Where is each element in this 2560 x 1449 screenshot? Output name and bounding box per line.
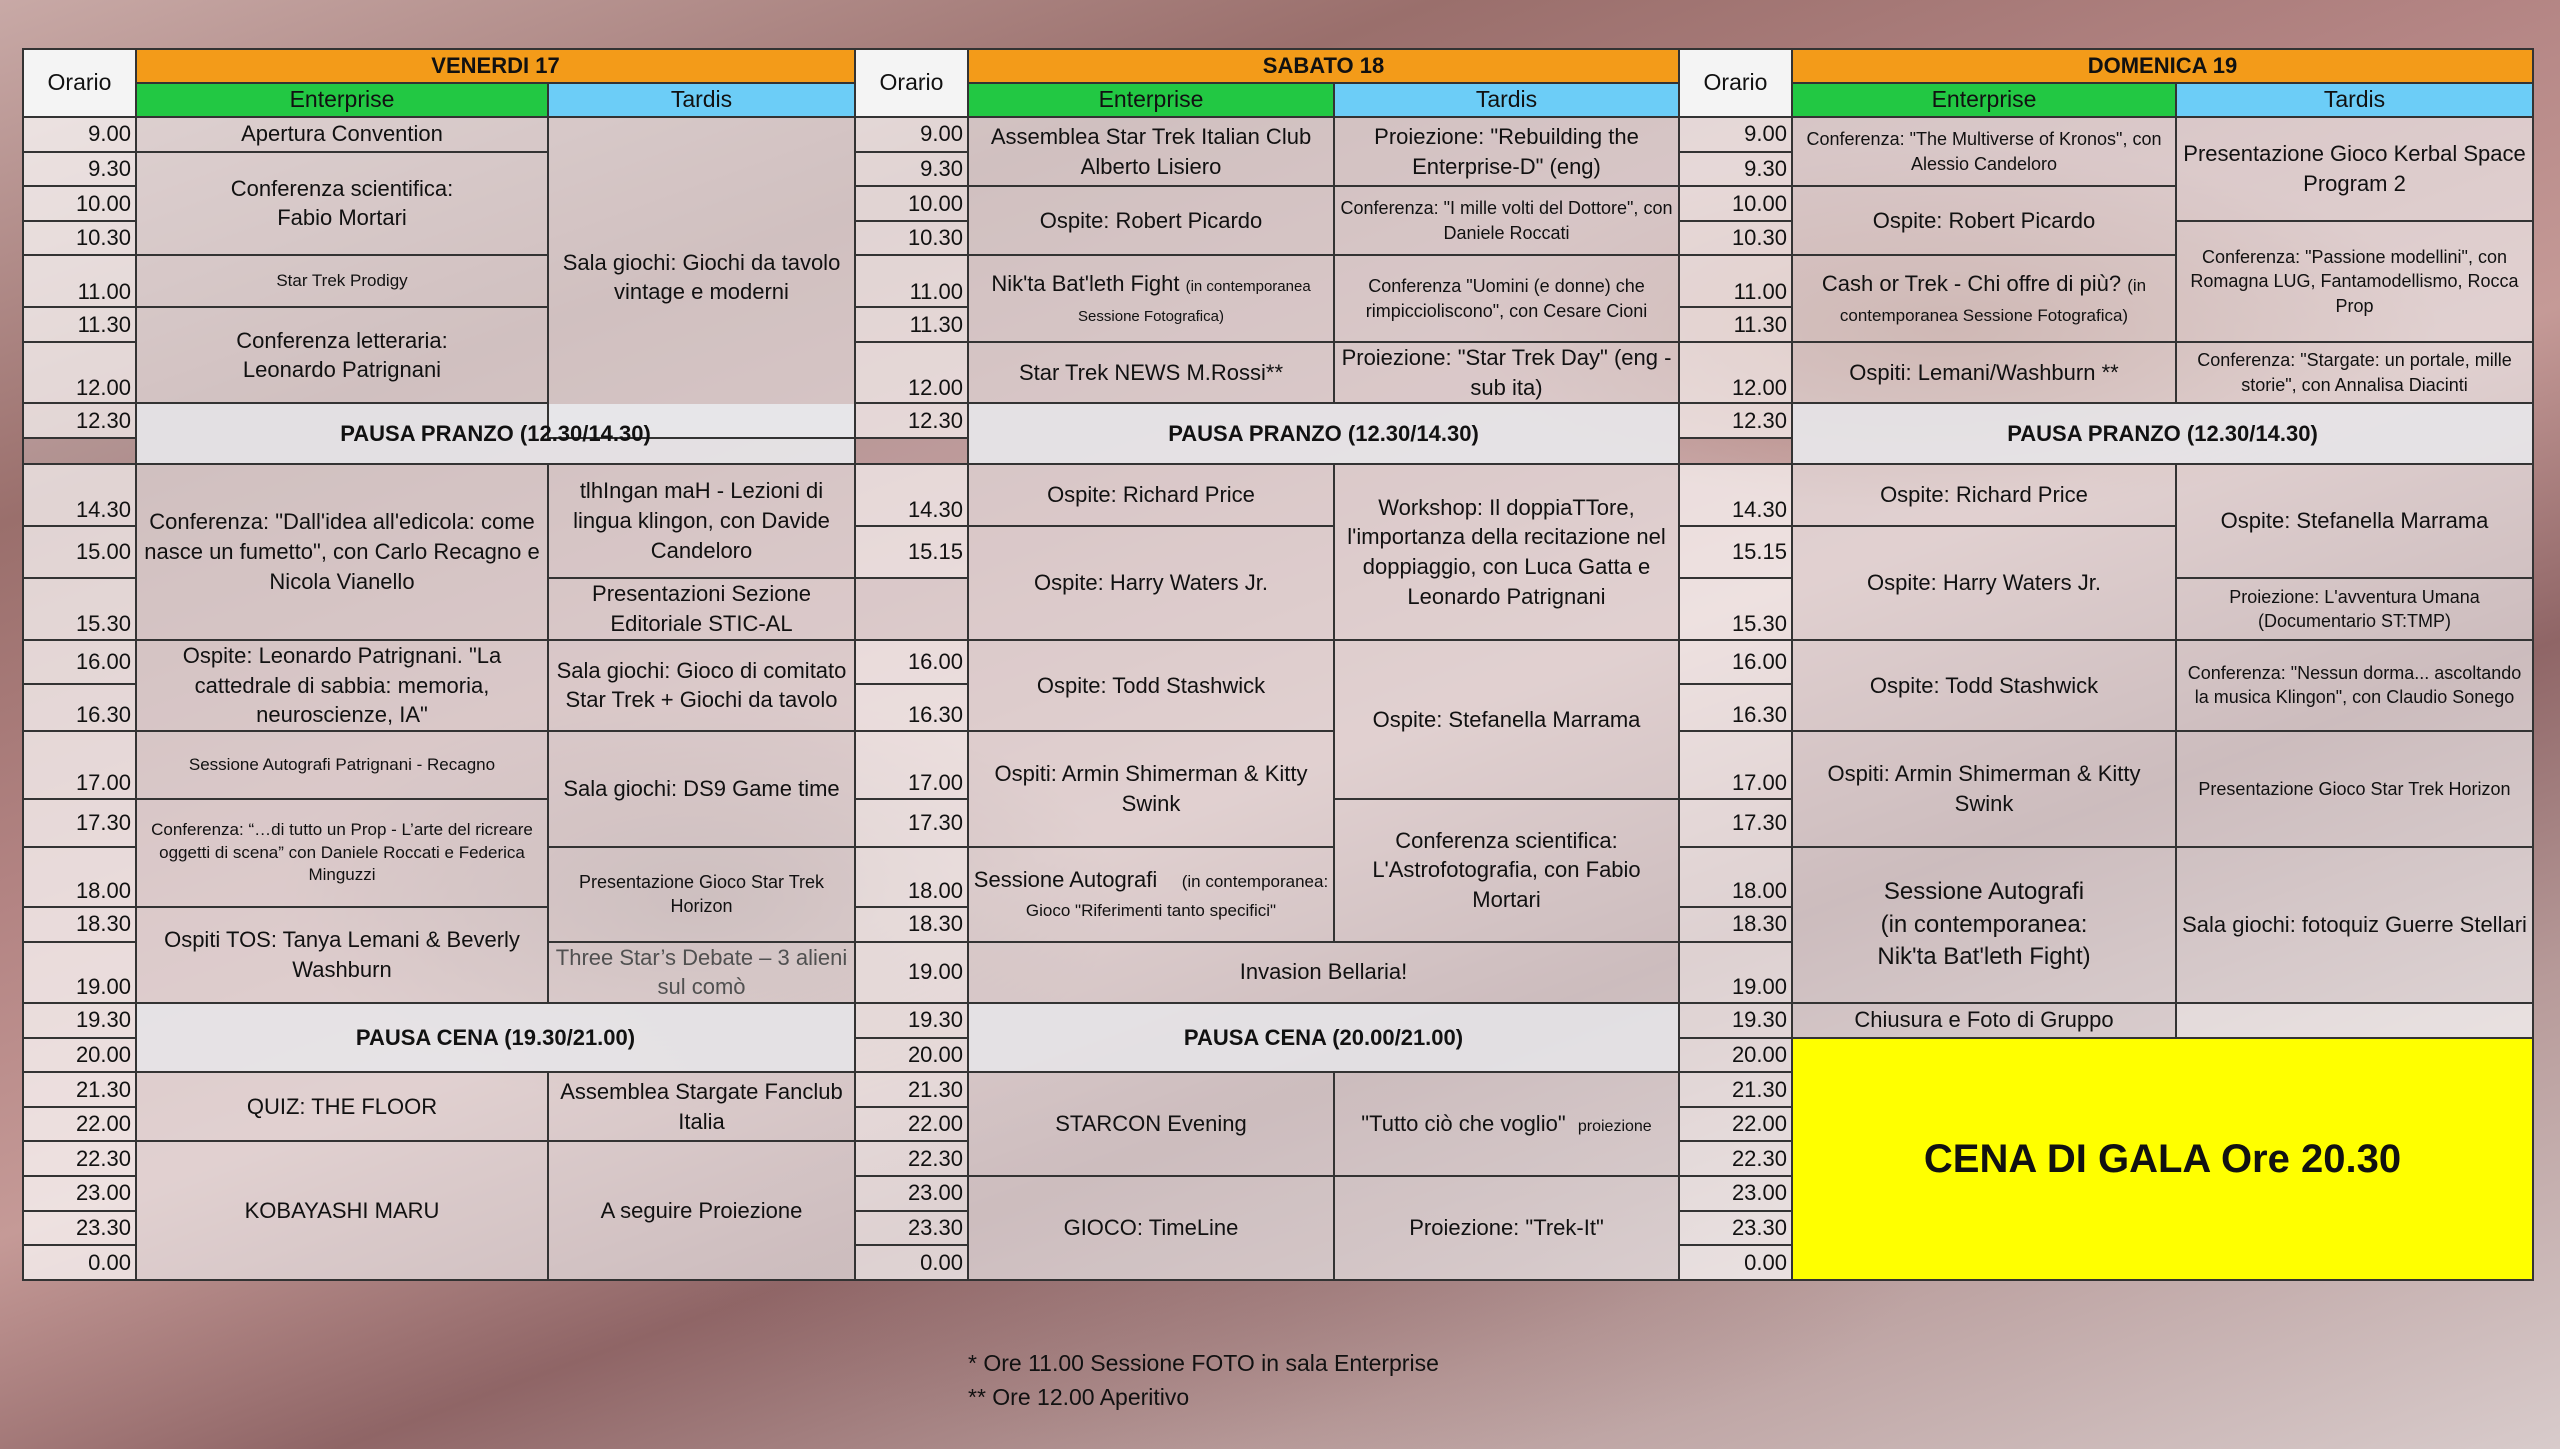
time-cell: 9.00 <box>23 117 136 152</box>
empty-cell <box>2176 1003 2533 1038</box>
event-cell: Sessione Autografi Patrignani - Recagno <box>136 731 548 799</box>
orario-header: Orario <box>855 49 968 117</box>
time-cell: 12.30 <box>23 403 136 438</box>
event-title: Nik'ta Bat'leth Fight <box>991 270 1180 296</box>
time-cell: 16.30 <box>855 684 968 731</box>
event-cell: Ospiti: Lemani/Washburn ** <box>1792 342 2176 403</box>
time-cell: 23.00 <box>1679 1176 1792 1211</box>
event-note: (in contemporanea Sessione Fotografica) <box>1839 275 2147 325</box>
time-cell: 19.00 <box>1679 942 1792 1003</box>
event-cell: Workshop: Il doppiaTTore, l'importanza della recitazione nel doppiaggio, con Luca Gatta e Leonardo Patrignani <box>1334 464 1679 640</box>
day-header-sabato: SABATO 18 <box>968 49 1679 83</box>
time-cell: 15.15 <box>855 526 968 578</box>
event-cell: Ospite: Harry Waters Jr. <box>968 526 1334 640</box>
time-cell: 0.00 <box>855 1245 968 1280</box>
room-tardis: Tardis <box>548 83 855 117</box>
time-cell <box>1679 438 1792 464</box>
time-cell: 22.00 <box>855 1107 968 1142</box>
time-cell: 10.00 <box>1679 186 1792 221</box>
event-cell: Presentazione Gioco Star Trek Horizon <box>548 847 855 942</box>
event-cell: Conferenza: "Nessun dorma... ascoltando la musica Klingon", con Claudio Sonego <box>2176 640 2533 731</box>
time-cell: 14.30 <box>23 464 136 526</box>
event-cell: Ospite: Todd Stashwick <box>1792 640 2176 731</box>
time-cell <box>855 578 968 640</box>
room-enterprise: Enterprise <box>1792 83 2176 117</box>
footnote-photo-session: * Ore 11.00 Sessione FOTO in sala Enterprise <box>968 1350 1439 1376</box>
event-cell <box>1334 1072 1679 1176</box>
time-cell: 18.00 <box>23 847 136 907</box>
event-cell <box>968 847 1334 942</box>
event-cell: Sessione Autografi (in contemporanea: Nik'ta Bat'leth Fight) <box>1792 847 2176 1003</box>
room-tardis: Tardis <box>1334 83 1679 117</box>
event-cell <box>968 255 1334 342</box>
event-cell: Sala giochi: Giochi da tavolo vintage e moderni <box>548 117 855 438</box>
day-header-domenica: DOMENICA 19 <box>1792 49 2533 83</box>
event-cell: Conferenza "Uomini (e donne) che rimpicciolisc​ono", con Cesare Cioni <box>1334 255 1679 342</box>
event-cell: Proiezione: L'avventura Umana (Documentario ST:TMP) <box>2176 578 2533 640</box>
time-cell: 16.30 <box>1679 684 1792 731</box>
time-cell: 17.30 <box>855 799 968 847</box>
time-cell: 21.30 <box>855 1072 968 1107</box>
event-cell: Star Trek Prodigy <box>136 255 548 307</box>
time-cell: 17.00 <box>1679 731 1792 799</box>
dinner-break: PAUSA CENA (19.30/21.00) <box>136 1003 855 1072</box>
time-cell: 20.00 <box>1679 1038 1792 1073</box>
time-cell: 9.00 <box>1679 117 1792 152</box>
event-note: (in contemporanea Sessione Fotografica) <box>1078 277 1311 325</box>
event-cell: Conferenza scientifica: Fabio Mortari <box>136 152 548 256</box>
time-cell: 11.00 <box>855 255 968 307</box>
event-cell: Star Trek NEWS M.Rossi** <box>968 342 1334 403</box>
event-cell: Conferenza scientifica: L'Astrofotografia, con Fabio Mortari <box>1334 799 1679 942</box>
event-cell: Assemblea Star Trek Italian Club Alberto Lisiero <box>968 117 1334 186</box>
event-cell: Conferenza: “…di tutto un Prop - L’arte del ricreare oggetti di scena” con Daniele Roccati e Federica Minguzzi <box>136 799 548 907</box>
time-cell: 18.30 <box>1679 907 1792 942</box>
event-cell: Presentazioni Sezione Editoriale STIC-AL <box>548 578 855 640</box>
time-cell: 15.00 <box>23 526 136 578</box>
event-cell: A seguire Proiezione <box>548 1141 855 1279</box>
event-cell: Apertura Convention <box>136 117 548 152</box>
time-cell: 10.30 <box>23 221 136 256</box>
event-cell: Proiezione: "Trek-It" <box>1334 1176 1679 1280</box>
event-note: proiezione <box>1577 1118 1652 1136</box>
time-cell: 12.30 <box>855 403 968 438</box>
time-cell: 9.30 <box>1679 152 1792 187</box>
event-cell: GIOCO: TimeLine <box>968 1176 1334 1280</box>
event-cell: STARCON Evening <box>968 1072 1334 1176</box>
gala-dinner: CENA DI GALA Ore 20.30 <box>1792 1038 2533 1280</box>
time-cell: 11.30 <box>855 307 968 342</box>
event-cell: Ospite: Todd Stashwick <box>968 640 1334 731</box>
time-cell: 18.00 <box>1679 847 1792 907</box>
time-cell: 23.30 <box>855 1211 968 1246</box>
time-cell: 18.30 <box>855 907 968 942</box>
event-cell: Conferenza: "The Multiverse of Kronos", con Alessio Candeloro <box>1792 117 2176 186</box>
time-cell: 17.00 <box>23 731 136 799</box>
time-cell: 10.30 <box>855 221 968 256</box>
event-cell: Ospite: Robert Picardo <box>968 186 1334 255</box>
time-cell: 11.30 <box>23 307 136 342</box>
orario-header: Orario <box>1679 49 1792 117</box>
time-cell: 23.00 <box>855 1176 968 1211</box>
event-cell: KOBAYASHI MARU <box>136 1141 548 1279</box>
time-cell: 0.00 <box>1679 1245 1792 1280</box>
event-cell: Conferenza: "Dall'idea all'edicola: come nasce un fumetto", con Carlo Recagno e Nicola Vianello <box>136 464 548 640</box>
time-cell: 15.30 <box>1679 578 1792 640</box>
lunch-break: PAUSA PRANZO (12.30/14.30) <box>136 403 855 464</box>
event-cell: Sala giochi: fotoquiz Guerre Stellari <box>2176 847 2533 1003</box>
time-cell: 23.00 <box>23 1176 136 1211</box>
time-cell: 17.00 <box>855 731 968 799</box>
event-note: (in contemporanea: Gioco "Riferimenti tanto specifici" <box>1025 871 1329 921</box>
time-cell: 16.00 <box>855 640 968 684</box>
time-cell: 19.30 <box>855 1003 968 1038</box>
time-cell: 19.00 <box>23 942 136 1003</box>
event-cell: Conferenza: "Stargate: un portale, mille storie", con Annalisa Diacinti <box>2176 342 2533 403</box>
time-cell <box>23 438 136 464</box>
time-cell: 22.00 <box>1679 1107 1792 1142</box>
time-cell: 12.00 <box>23 342 136 403</box>
event-cell: Ospiti: Armin Shimerman & Kitty Swink <box>968 731 1334 847</box>
event-cell: Ospiti: Armin Shimerman & Kitty Swink <box>1792 731 2176 847</box>
event-cell: Ospite: Stefanella Marrama <box>1334 640 1679 799</box>
room-enterprise: Enterprise <box>968 83 1334 117</box>
time-cell: 12.00 <box>855 342 968 403</box>
event-cell: Chiusura e Foto di Gruppo <box>1792 1003 2176 1038</box>
event-cell: Invasion Bellaria! <box>968 942 1679 1003</box>
time-cell: 19.30 <box>23 1003 136 1038</box>
time-cell: 10.30 <box>1679 221 1792 256</box>
event-cell: Ospite: Leonardo Patrignani. "La cattedrale di sabbia: memoria, neuroscienze, IA" <box>136 640 548 731</box>
event-cell: QUIZ: THE FLOOR <box>136 1072 548 1141</box>
event-cell: Ospiti TOS: Tanya Lemani & Beverly Washburn <box>136 907 548 1003</box>
event-cell: Proiezione: "Rebuilding the Enterprise-D" (eng) <box>1334 117 1679 186</box>
lunch-break: PAUSA PRANZO (12.30/14.30) <box>968 403 1679 464</box>
time-cell <box>855 438 968 464</box>
event-cell: Ospite: Richard Price <box>968 464 1334 526</box>
schedule-table <box>22 48 2534 1281</box>
room-tardis: Tardis <box>2176 83 2533 117</box>
time-cell: 11.30 <box>1679 307 1792 342</box>
time-cell: 14.30 <box>1679 464 1792 526</box>
footnote-aperitivo: ** Ore 12.00 Aperitivo <box>968 1384 1190 1410</box>
time-cell: 17.30 <box>23 799 136 847</box>
time-cell: 10.00 <box>855 186 968 221</box>
event-cell: tlhIngan maH - Lezioni di lingua klingon, con Davide Candeloro <box>548 464 855 578</box>
time-cell: 21.30 <box>23 1072 136 1107</box>
time-cell: 22.30 <box>855 1141 968 1176</box>
time-cell: 22.30 <box>1679 1141 1792 1176</box>
event-cell: Presentazione Gioco Kerbal Space Program 2 <box>2176 117 2533 221</box>
event-cell: Three Star’s Debate – 3 alieni sul comò <box>548 942 855 1003</box>
time-cell: 19.30 <box>1679 1003 1792 1038</box>
time-cell: 23.30 <box>1679 1211 1792 1246</box>
event-cell: Ospite: Richard Price <box>1792 464 2176 526</box>
event-cell: Ospite: Harry Waters Jr. <box>1792 526 2176 640</box>
lunch-break: PAUSA PRANZO (12.30/14.30) <box>1792 403 2533 464</box>
event-title: Sessione Autografi <box>973 866 1158 892</box>
time-cell: 20.00 <box>23 1038 136 1073</box>
orario-header: Orario <box>23 49 136 117</box>
event-cell <box>1792 255 2176 342</box>
time-cell: 16.30 <box>23 684 136 731</box>
event-cell: Conferenza: "Passione modellini", con Romagna LUG, Fantamodellismo, Rocca Prop <box>2176 221 2533 342</box>
time-cell: 0.00 <box>23 1245 136 1280</box>
event-cell: Conferenza: "I mille volti del Dottore", con Daniele Roccati <box>1334 186 1679 255</box>
time-cell: 23.30 <box>23 1211 136 1246</box>
event-cell: Proiezione: "Star Trek Day" (eng - sub ita) <box>1334 342 1679 403</box>
time-cell: 11.00 <box>1679 255 1792 307</box>
time-cell: 15.30 <box>23 578 136 640</box>
event-cell: Ospite: Robert Picardo <box>1792 186 2176 255</box>
time-cell: 21.30 <box>1679 1072 1792 1107</box>
time-cell: 20.00 <box>855 1038 968 1073</box>
time-cell: 18.00 <box>855 847 968 907</box>
time-cell: 18.30 <box>23 907 136 942</box>
dinner-break: PAUSA CENA (20.00/21.00) <box>968 1003 1679 1072</box>
time-cell: 19.00 <box>855 942 968 1003</box>
time-cell: 10.00 <box>23 186 136 221</box>
time-cell: 16.00 <box>23 640 136 684</box>
time-cell: 9.30 <box>23 152 136 187</box>
event-cell: Assemblea Stargate Fanclub Italia <box>548 1072 855 1141</box>
time-cell: 22.00 <box>23 1107 136 1142</box>
time-cell: 11.00 <box>23 255 136 307</box>
time-cell: 14.30 <box>855 464 968 526</box>
event-cell: Presentazione Gioco Star Trek Horizon <box>2176 731 2533 847</box>
room-enterprise: Enterprise <box>136 83 548 117</box>
event-cell: Conferenza letteraria: Leonardo Patrignani <box>136 307 548 403</box>
day-header-venerdi: VENERDI 17 <box>136 49 855 83</box>
event-cell: Ospite: Stefanella Marrama <box>2176 464 2533 578</box>
time-cell: 12.00 <box>1679 342 1792 403</box>
event-title: Cash or Trek - Chi offre di più? <box>1821 270 2122 296</box>
time-cell: 9.00 <box>855 117 968 152</box>
time-cell: 15.15 <box>1679 526 1792 578</box>
time-cell: 12.30 <box>1679 403 1792 438</box>
event-title: "Tutto ciò che voglio" <box>1361 1111 1566 1137</box>
event-cell: Sala giochi: DS9 Game time <box>548 731 855 847</box>
time-cell: 16.00 <box>1679 640 1792 684</box>
event-cell: Sala giochi: Gioco di comitato Star Trek + Giochi da tavolo <box>548 640 855 731</box>
time-cell: 22.30 <box>23 1141 136 1176</box>
time-cell: 17.30 <box>1679 799 1792 847</box>
time-cell: 9.30 <box>855 152 968 187</box>
